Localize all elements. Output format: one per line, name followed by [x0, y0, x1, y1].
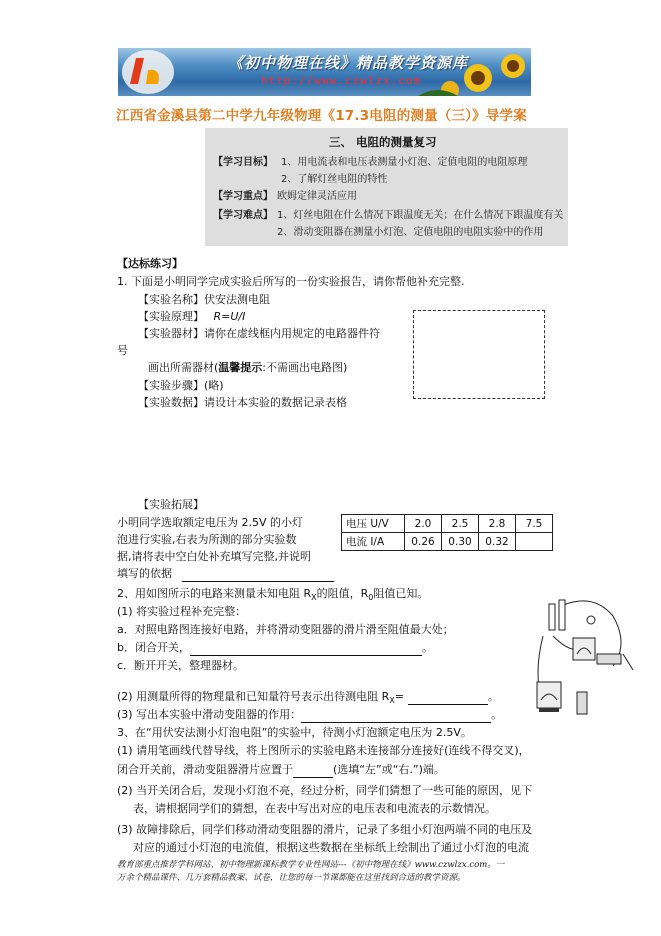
focus-text: 欧姆定律灵活应用 [277, 191, 357, 202]
equipment-instruction [148, 361, 347, 375]
extension-line-2: 泡进行实验,右表为所测的部分实验数 [117, 533, 297, 546]
focus-tag: 【学习重点】 [213, 191, 273, 202]
drawing-box[interactable] [413, 310, 545, 399]
equipment-instruction-text: 画出所需器材( [148, 361, 219, 374]
goal-1: 1、用电流表和电压表测量小灯泡、定值电阻的电阻原理 [281, 157, 528, 168]
q2-step-2-sub: X [389, 696, 395, 706]
extension-line-4 [117, 567, 334, 582]
practice-heading: 【达标练习】 [117, 257, 183, 270]
q2-step-b [117, 641, 433, 656]
q3-part-3b: 对应的通过小灯泡的电流值，根据这些数据在坐标纸上绘制出了通过小灯泡的电流 [133, 841, 529, 854]
table-cell: 0.32 [479, 533, 516, 551]
table-cell: 0.26 [405, 533, 442, 551]
principle-label: 【实验原理】 [138, 310, 204, 323]
basis-answer-blank[interactable] [182, 567, 334, 582]
footer-line-2: 万余个精品课件、几万套精品教案、试卷，让您的每一节课都能在这里找到合适的教学资源。 [117, 873, 466, 883]
voltage-current-table [341, 514, 553, 551]
q2-step-1: (1) 将实验过程补充完整： [117, 605, 247, 618]
q2-step-a: a．对照电路图连接好电路，并将滑动变阻器的滑片滑至阻值最大处； [117, 623, 454, 636]
banner-title: 《初中物理在线》精品教学资源库 [228, 54, 469, 72]
review-heading: 三、 电阻的测量复习 [329, 135, 437, 149]
tip-label: 温馨提示 [218, 361, 263, 374]
q2-step-b-end: 。 [421, 641, 433, 654]
table-cell: 2.8 [479, 515, 516, 533]
q3-part-1b-text: 闭合开关前，滑动变阻器滑片应置于 [117, 763, 293, 776]
table-cell: 电流 I/A [342, 533, 405, 551]
extension-line-4-text: 填写的依据 [117, 567, 172, 580]
footer-line-1: 教育部重点推荐学科网站、初中物理新课标教学专业性网站---《初中物理在线》www.czwlzx.com。一 [117, 860, 505, 870]
question-2-stem [117, 587, 428, 605]
extension-line-3: 据,请将表中空白处补充填写完整,并说明 [117, 550, 311, 563]
q2-step-c: c．断开开关，整理器材。 [117, 659, 245, 672]
q3-part-2a: (2) 当开关闭合后，发现小灯泡不亮，经过分析，同学们猜想了一些可能的原因，见下 [117, 784, 533, 797]
q2-stem-sub2: 0 [368, 593, 374, 603]
goal-2: 2、了解灯丝电阻的特性 [281, 174, 388, 185]
document-title: 江西省金溪县第二中学九年级物理《17.3电阻的测量（三）》导学案 [116, 108, 527, 124]
experiment-equipment: 【实验器材】请你在虚线框内用规定的电路器件符 [138, 327, 380, 340]
experiment-name: 【实验名称】伏安法测电阻 [138, 293, 270, 306]
q2-step-3-end: 。 [491, 708, 503, 721]
experiment-extension: 【实验拓展】 [138, 498, 204, 511]
table-cell: 7.5 [516, 515, 553, 533]
q2-step-2-text: (2) 用测量所得的物理量和已知量符号表示出待测电阻 R [117, 690, 390, 703]
table-cell: 2.5 [442, 515, 479, 533]
q2-step-3-text: (3) 写出本实验中滑动变阻器的作用： [117, 708, 302, 721]
question-3-stem: 3、在“用伏安法测小灯泡电阻”的实验中，待测小灯泡额定电压为 2.5V。 [117, 726, 472, 739]
review-panel [205, 128, 568, 246]
q2-stem-tail: 的阻值，R [316, 587, 369, 600]
q2-step-3 [117, 708, 502, 723]
extension-line-1: 小明同学选取额定电压为 2.5V 的小灯 [117, 516, 304, 529]
circuit-figure [533, 596, 643, 724]
goals-tag: 【学习目标】 [213, 157, 273, 168]
table-cell: 0.30 [442, 533, 479, 551]
difficulty-tag: 【学习难点】 [213, 210, 273, 221]
q2-step-2 [117, 690, 499, 708]
principle-formula: R=U/I [213, 310, 246, 323]
q2-stem-sub: X [311, 593, 317, 603]
q3-part-1b [117, 763, 445, 778]
experiment-principle [138, 310, 245, 324]
banner-url[interactable]: http://www.czwlzx.com [261, 74, 422, 87]
q3-part-3a: (3) 故障排除后，同学们移动滑动变阻器的滑片，记录了多组小灯泡两端不同的电压及 [117, 823, 533, 836]
difficulty-2: 2、滑动变阻器在测量小灯泡、定值电阻的电阻实验中的作用 [277, 227, 544, 238]
question-1: 1. 下面是小明同学完成实验后所写的一份实验报告，请你帮他补充完整. [117, 275, 465, 288]
rx-answer-blank[interactable] [408, 690, 488, 705]
q3-part-2b: 表，请根据同学们的猜想，在表中写出对应的电压表和电流表的示数情况。 [133, 802, 496, 815]
experiment-steps: 【实验步骤】(略) [138, 379, 224, 392]
q2-step-b-text: b．闭合开关， [117, 641, 190, 654]
equipment-continued: 号 [117, 344, 128, 357]
q2-stem-tail2: 阻值已知。 [373, 587, 429, 600]
table-row [342, 515, 553, 533]
table-cell-blank[interactable] [516, 533, 553, 551]
q2-stem-text: 2、用如图所示的电路来测量未知电阻 R [117, 587, 312, 600]
q2-step-2-end: 。 [487, 690, 499, 703]
q2-step-b-blank[interactable] [190, 641, 422, 656]
slider-position-blank[interactable] [293, 763, 333, 778]
table-row [342, 533, 553, 551]
q3-part-1a: (1) 请用笔画线代替导线，将上图所示的实验电路未连接部分连接好(连线不得交叉)， [117, 744, 530, 757]
experiment-data: 【实验数据】请设计本实验的数据记录表格 [138, 396, 347, 409]
table-cell: 2.0 [405, 515, 442, 533]
tip-text: :不需画出电路图) [262, 361, 348, 374]
q2-step-2-tail: = [394, 690, 404, 703]
q3-part-1c: (选填“左”或“右.”)端。 [333, 763, 445, 776]
difficulty-1: 1、灯丝电阻在什么情况下跟温度无关；在什么情况下跟温度有关 [277, 210, 564, 221]
table-cell: 电压 U/V [342, 515, 405, 533]
site-banner [118, 48, 531, 96]
rheostat-role-blank[interactable] [301, 708, 491, 723]
